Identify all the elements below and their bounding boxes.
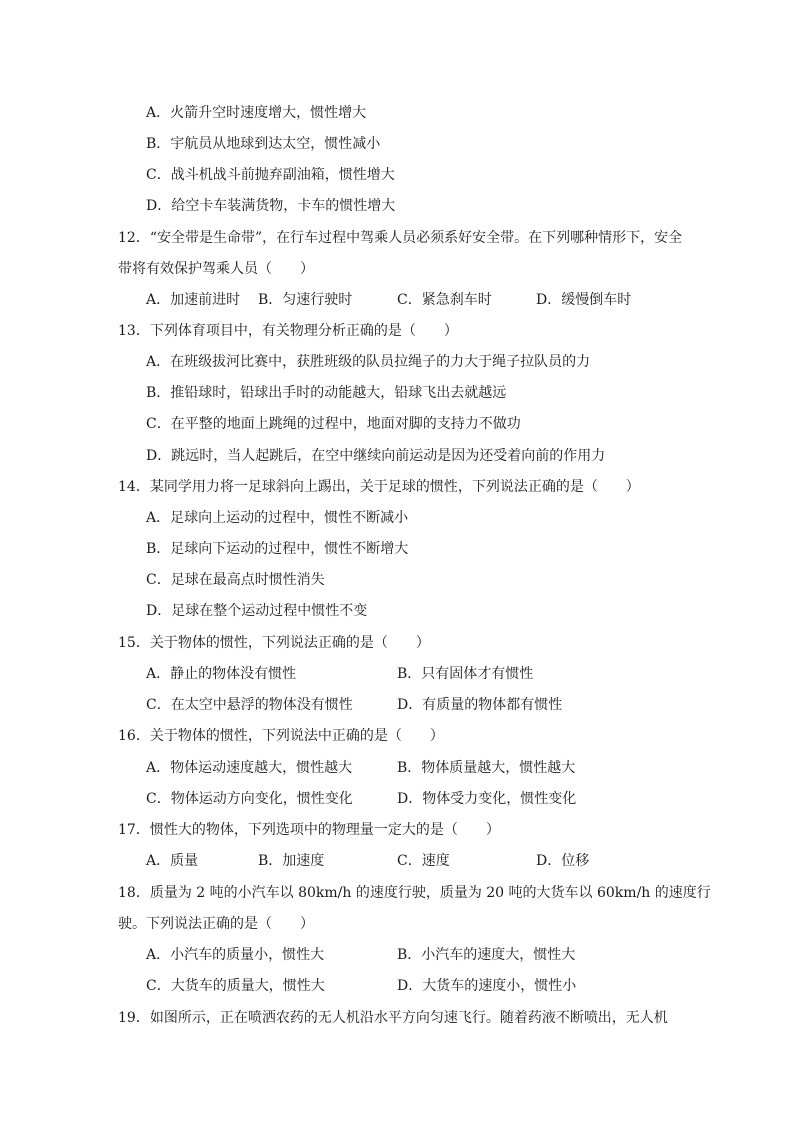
q16-option-a: A．物体运动速度越大，惯性越大 (146, 760, 353, 776)
q18-stem-line1: 18．质量为 2 吨的小汽车以 80km/h 的速度行驶，质量为 20 吨的大货车以 60km/h 的速度行 (118, 885, 711, 901)
q18-option-d: D．大货车的速度小，惯性小 (397, 978, 577, 994)
q12-stem-line2: 带将有效保护驾乘人员（ ） (118, 261, 314, 277)
q12-option-d: D．缓慢倒车时 (536, 292, 632, 308)
q11-option-d: D．给空卡车装满货物，卡车的惯性增大 (146, 198, 396, 214)
q17-option-a: A．质量 (146, 853, 199, 869)
q16-option-d: D．物体受力变化，惯性变化 (397, 791, 577, 807)
q15-option-c: C．在太空中悬浮的物体没有惯性 (146, 697, 353, 713)
q17-option-c: C．速度 (397, 853, 450, 869)
q12-stem-line1: 12．“安全带是生命带”，在行车过程中驾乘人员必须系好安全带。在下列哪种情形下，安全 (118, 230, 683, 246)
q17-option-d: D．位移 (536, 853, 590, 869)
q11-option-c: C．战斗机战斗前抛弃副油箱，惯性增大 (146, 167, 395, 183)
q18-option-c: C．大货车的质量大，惯性大 (146, 978, 325, 994)
q13-stem: 13．下列体育项目中，有关物理分析正确的是（ ） (118, 323, 458, 339)
q14-option-b: B．足球向下运动的过程中，惯性不断增大 (146, 541, 409, 557)
q16-stem: 16．关于物体的惯性，下列说法中正确的是（ ） (118, 728, 444, 744)
q13-option-b: B．推铅球时，铅球出手时的动能越大，铅球飞出去就越远 (146, 385, 507, 401)
q12-option-b: B．匀速行驶时 (258, 292, 353, 308)
q14-stem: 14．某同学用力将一足球斜向上踢出，关于足球的惯性，下列说法正确的是（ ） (118, 479, 640, 495)
q15-option-b: B．只有固体才有惯性 (397, 666, 534, 682)
q16-option-b: B．物体质量越大，惯性越大 (397, 760, 576, 776)
q18-stem-line2: 驶。下列说法正确的是（ ） (118, 916, 314, 932)
q13-option-c: C．在平整的地面上跳绳的过程中，地面对脚的支持力不做功 (146, 416, 521, 432)
q14-option-a: A．足球向上运动的过程中，惯性不断减小 (146, 510, 409, 526)
q17-stem: 17．惯性大的物体，下列选项中的物理量一定大的是（ ） (118, 822, 500, 838)
q13-option-d: D．跳远时，当人起跳后，在空中继续向前运动是因为还受着向前的作用力 (146, 448, 606, 464)
q16-option-c: C．物体运动方向变化，惯性变化 (146, 791, 353, 807)
q12-option-c: C．紧急刹车时 (397, 292, 492, 308)
q18-option-b: B．小汽车的速度大，惯性大 (397, 947, 576, 963)
q14-option-d: D．足球在整个运动过程中惯性不变 (146, 603, 368, 619)
q11-option-b: B．宇航员从地球到达太空，惯性减小 (146, 136, 381, 152)
q12-option-a: A．加速前进时 (146, 292, 241, 308)
q15-option-a: A．静止的物体没有惯性 (146, 666, 297, 682)
q18-option-a: A．小汽车的质量小，惯性大 (146, 947, 325, 963)
q15-stem: 15．关于物体的惯性，下列说法正确的是（ ） (118, 635, 430, 651)
q19-stem-line1: 19．如图所示，正在喷洒农药的无人机沿水平方向匀速飞行。随着药液不断喷出，无人机 (118, 1010, 668, 1026)
q11-option-a: A．火箭升空时速度增大，惯性增大 (146, 105, 367, 121)
q13-option-a: A．在班级拔河比赛中，获胜班级的队员拉绳子的力大于绳子拉队员的力 (146, 354, 591, 370)
q14-option-c: C．足球在最高点时惯性消失 (146, 572, 325, 588)
q17-option-b: B．加速度 (258, 853, 325, 869)
q15-option-d: D．有质量的物体都有惯性 (397, 697, 563, 713)
